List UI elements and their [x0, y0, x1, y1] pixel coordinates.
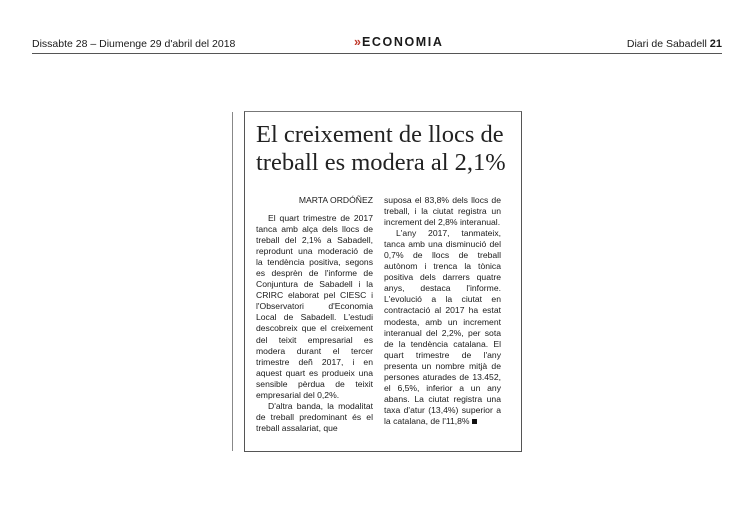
publication-info [627, 38, 722, 50]
section-label [354, 35, 444, 49]
article-column-1 [256, 213, 373, 434]
section-chevron-icon: » [354, 35, 360, 49]
article-byline: MARTA ORDÓÑEZ [298, 195, 373, 205]
page-number: 21 [709, 38, 722, 50]
article-column-2 [384, 195, 501, 427]
section-name: ECONOMIA [361, 35, 444, 49]
issue-date: Dissabte 28 – Diumenge 29 d'abril del 2018 [32, 38, 236, 50]
end-mark-icon [472, 419, 477, 424]
clipping-side-line [232, 112, 233, 451]
paragraph: D'altra banda, la modalitat de treball predominant és el treball assalariat, que [256, 400, 373, 433]
page-header [32, 37, 722, 53]
article-title: El creixement de llocs de treball es modera al 2,1% [256, 121, 506, 176]
paragraph [384, 228, 501, 427]
paragraph: El quart trimestre de 2017 tanca amb alça dels llocs de treball del 2,1% a Sabadell, reprodunt una moderació de la tendència positiva, segons es desprèn de l'informe de Conjuntura de Sabadell i la CRIRC elaborat pel CIESC i l'Observatori d'Economia Local de Sabadell. L'estudi descobreix que el creixement del teixit empresarial es modera durant el tercer trimestre deñ 2017, i en aquest quart es produeix una sensible pèrdua de teixit empresarial del 0,2%. [256, 213, 373, 400]
publication-name: Diari de Sabadell [626, 38, 707, 50]
paragraph: suposa el 83,8% dels llocs de treball, i la ciutat registra un increment del 2,8% interanual. [384, 195, 501, 228]
paragraph-text: L'any 2017, tanmateix, tanca amb una disminució del 0,7% de llocs de treball autònom i trenca la tònica positiva dels darrers quatre anys, destaca l'informe. L'evolució a la ciutat en contractació al 2017 ha estat modesta, amb un increment interanual del 2,2%, per sota de la tendència catalana. El quart trimestre de l'any presenta un nombre mitjà de persones aturades de 13.452, el 6,5%, inferior a un any abans. La ciutat registra una taxa d'atur (13,4%) superior a la catalana, de l'11,8% [384, 228, 501, 426]
header-rule [32, 53, 722, 54]
